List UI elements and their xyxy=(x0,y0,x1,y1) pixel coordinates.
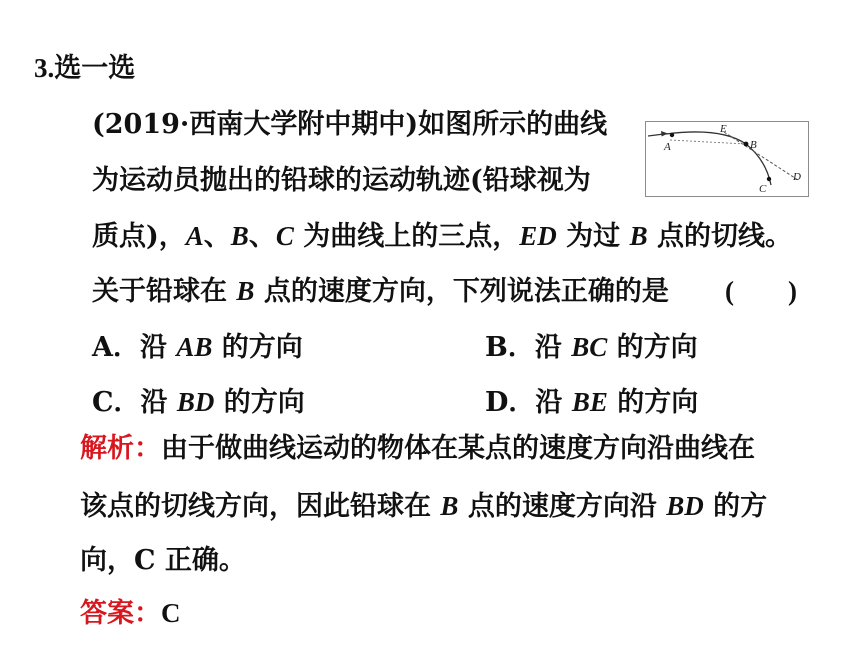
analysis-label: 解析： xyxy=(80,433,161,464)
answer-blank: ( ) xyxy=(725,276,797,306)
point-c xyxy=(767,177,771,181)
label-b: B xyxy=(750,139,757,151)
analysis-line-2: 该点的切线方向，因此铅球在 B 点的速度方向沿 BD 的方 xyxy=(80,491,768,522)
trajectory-diagram xyxy=(646,122,808,196)
stem-line-2: 为运动员抛出的铅球的运动轨迹(铅球视为 xyxy=(92,165,591,196)
stem-line-1: (2019·西南大学附中期中)如图所示的曲线 xyxy=(92,109,608,140)
chord-ab xyxy=(670,140,746,144)
point-b xyxy=(744,142,749,147)
analysis-line-1: 解析：由于做曲线运动的物体在某点的速度方向沿曲线在 xyxy=(80,433,755,464)
label-d: D xyxy=(793,171,801,183)
question-source: (2019·西南大学附中期中) xyxy=(92,109,419,140)
answer-label: 答案： xyxy=(80,598,161,629)
label-a: A xyxy=(664,141,671,153)
stem-line-4: 关于铅球在 B 点的速度方向，下列说法正确的是 xyxy=(92,276,669,307)
analysis-line-3: 向，C 正确。 xyxy=(80,545,246,576)
label-c: C xyxy=(759,183,767,195)
stem-line-3: 质点)，A、B、C 为曲线上的三点，ED 为过 B 点的切线。 xyxy=(92,221,792,252)
point-a xyxy=(670,133,674,137)
label-e: E xyxy=(720,123,727,135)
option-c: C．沿 BD 的方向 xyxy=(92,387,305,418)
answer-value: C xyxy=(161,598,181,628)
trajectory-figure xyxy=(645,121,809,197)
option-b: B．沿 BC 的方向 xyxy=(485,332,698,363)
option-a: A．沿 AB 的方向 xyxy=(92,332,303,363)
option-d: D．沿 BE 的方向 xyxy=(485,387,699,418)
question-header xyxy=(34,51,135,86)
question-title: 选一选 xyxy=(54,53,136,84)
answer-line xyxy=(80,596,181,631)
question-number: 3. xyxy=(34,53,55,83)
tangent-line-ed xyxy=(724,132,798,180)
